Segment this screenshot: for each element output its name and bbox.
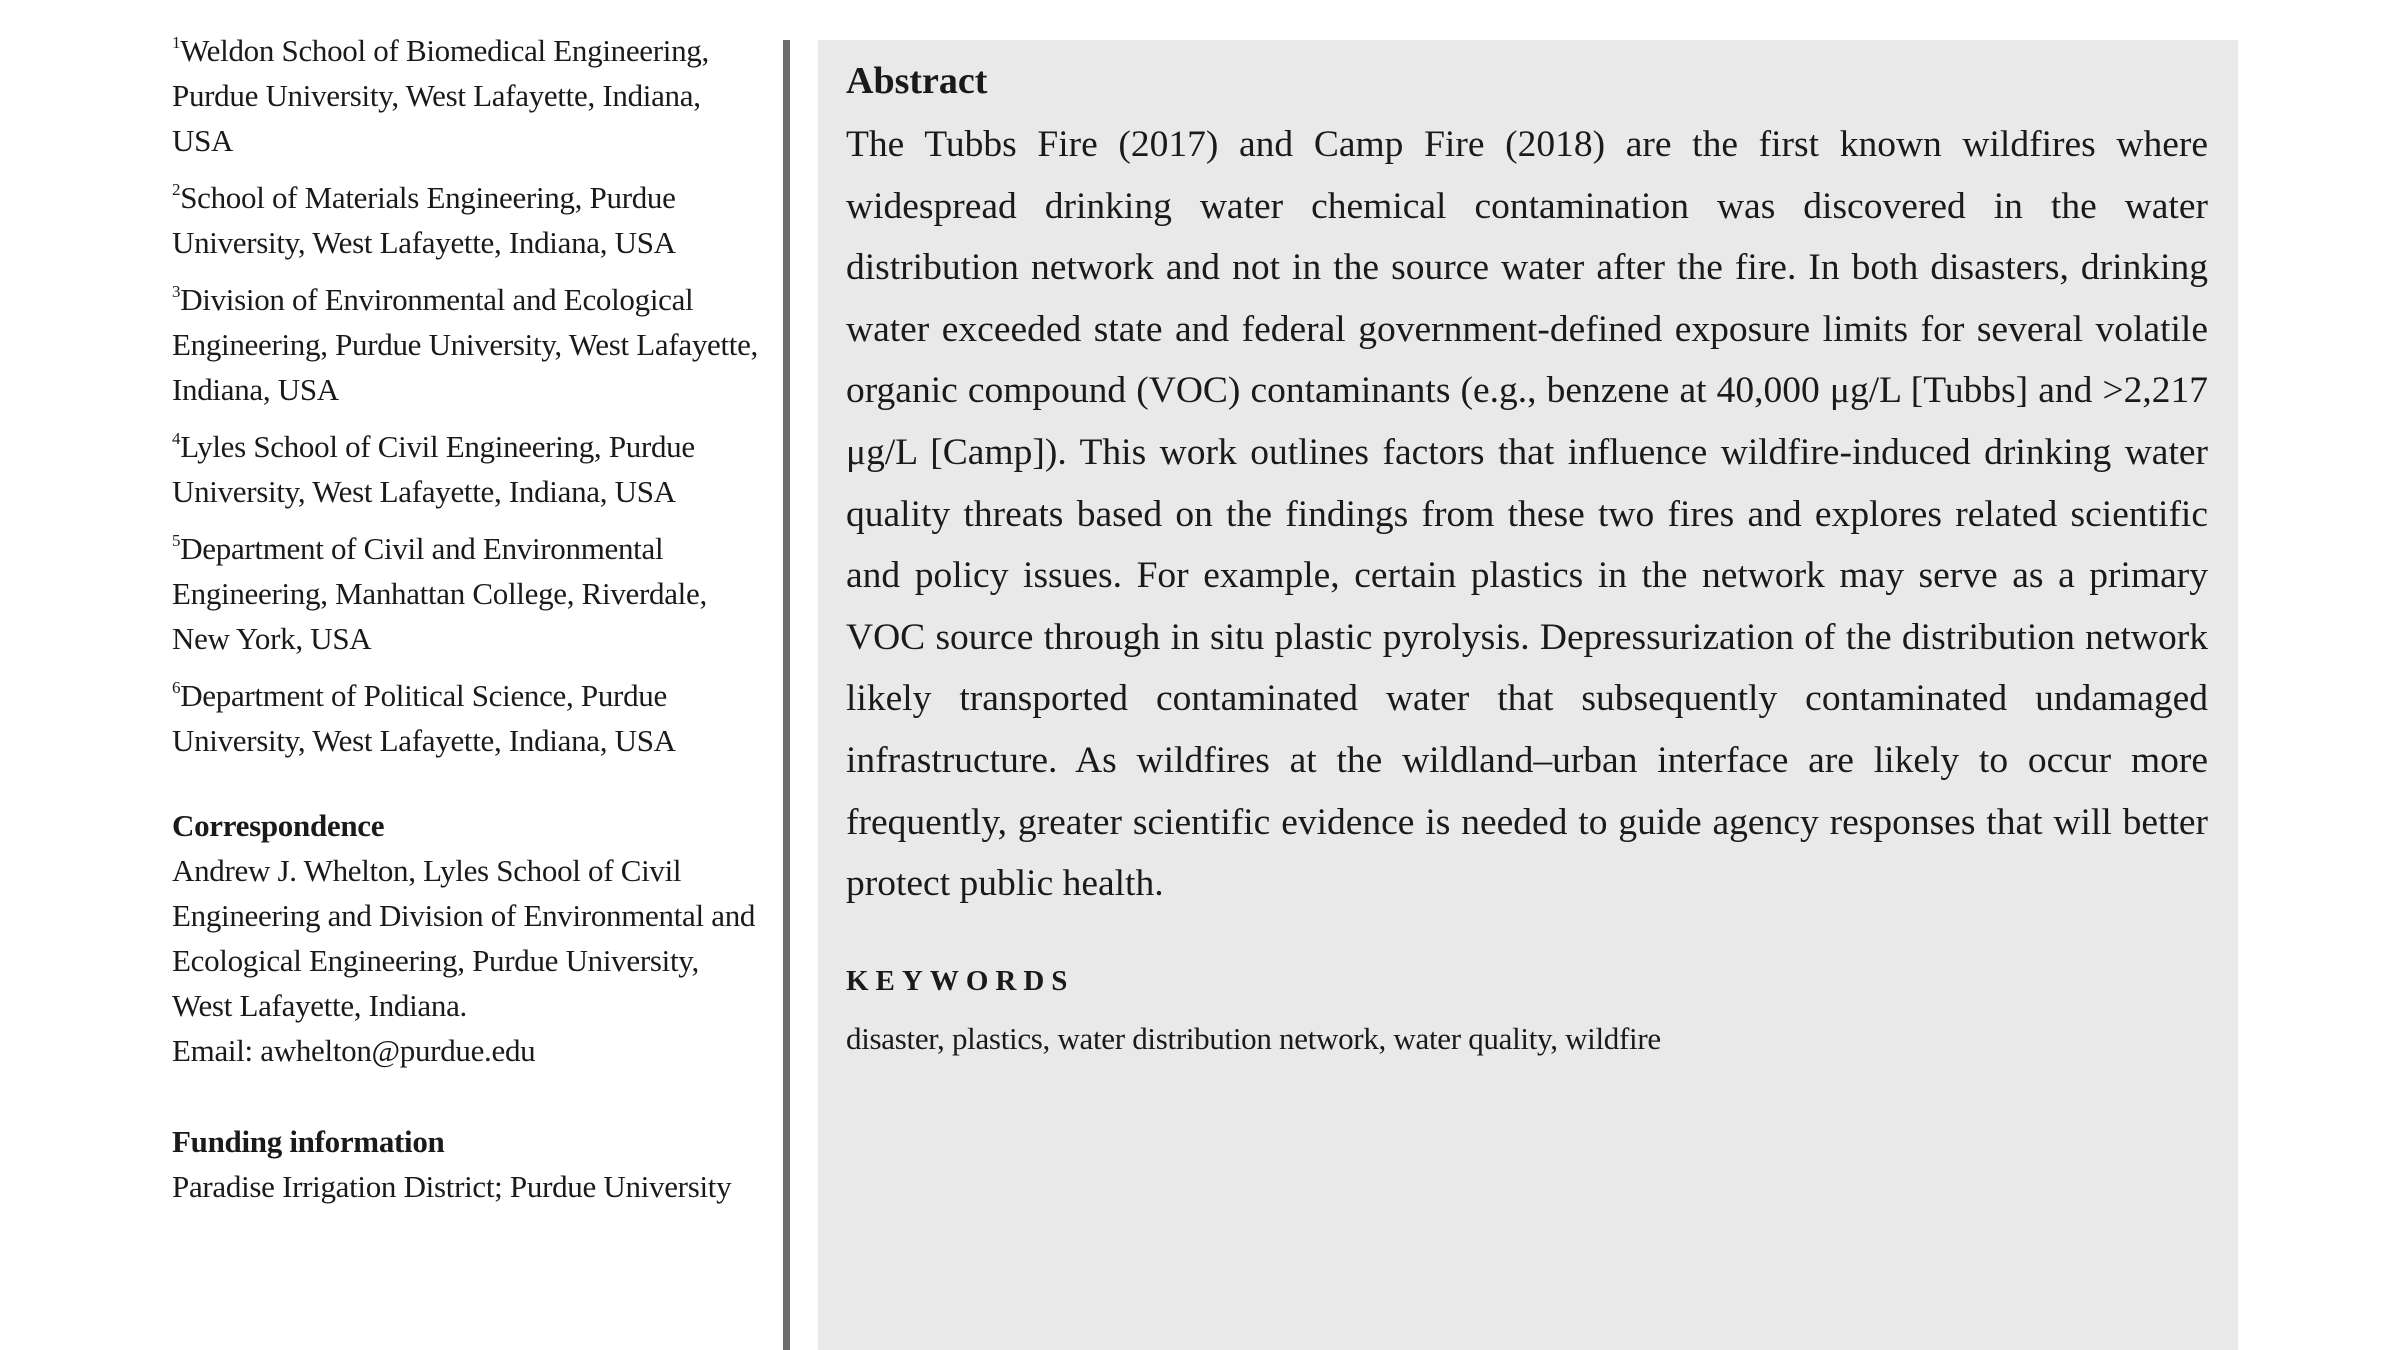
affiliation-number: 2 <box>172 180 181 199</box>
abstract-body: The Tubbs Fire (2017) and Camp Fire (2018) are the first known wildfires where widespread drinking water chemical contamination was discovered in the water distribution network and not in the source water after the fire. In both disasters, drinking water exceeded state and federal government-defined exposure limits for several volatile organic compound (VOC) contaminants (e.g., benzene at 40,000 μg/L [Tubbs] and >2,217 μg/L [Camp]). This work outlines factors that influence wildfire-induced drinking water quality threats based on the findings from these two fires and explores related scientific and policy issues. For example, certain plastics in the network may serve as a primary VOC source through in situ plastic pyrolysis. Depressurization of the distribution network likely transported contaminated water that subsequently contaminated undamaged infrastructure. As wildfires at the wildland–urban interface are likely to occur more frequently, greater scientific evidence is needed to guide agency responses that will better protect public health. <box>846 124 2208 905</box>
affiliation <box>172 28 762 163</box>
affiliation-number: 3 <box>172 282 181 301</box>
correspondence-section <box>172 803 762 1073</box>
column-divider <box>783 40 790 1350</box>
affiliation-number: 6 <box>172 678 181 697</box>
affiliation-text: School of Materials Engineering, Purdue University, West Lafayette, Indiana, USA <box>172 180 676 260</box>
affiliation <box>172 175 762 265</box>
funding-text: Paradise Irrigation District; Purdue University <box>172 1169 732 1204</box>
abstract-panel <box>818 40 2238 1350</box>
affiliation-text: Department of Civil and Environmental Engineering, Manhattan College, Riverdale, New York, USA <box>172 531 707 656</box>
keywords-list: disaster, plastics, water distribution network, water quality, wildfire <box>846 1020 1661 1056</box>
article-sidebar <box>172 28 762 1209</box>
affiliation <box>172 424 762 514</box>
affiliation <box>172 526 762 661</box>
affiliation-number: 4 <box>172 429 181 448</box>
correspondence-heading: Correspondence <box>172 808 385 843</box>
affiliation <box>172 673 762 763</box>
abstract-heading: Abstract <box>846 60 988 102</box>
affiliation-text: Division of Environmental and Ecological Engineering, Purdue University, West Lafayette, Indiana, USA <box>172 282 759 407</box>
correspondence-text: Andrew J. Whelton, Lyles School of Civil Engineering and Division of Environmental and Ecological Engineering, Purdue University, West Lafayette, Indiana. <box>172 853 756 1023</box>
affiliation-text: Department of Political Science, Purdue University, West Lafayette, Indiana, USA <box>172 678 676 758</box>
affiliation-text: Lyles School of Civil Engineering, Purdue University, West Lafayette, Indiana, USA <box>172 429 695 509</box>
abstract-content <box>846 58 2208 1059</box>
correspondence-email[interactable]: Email: awhelton@purdue.edu <box>172 1033 536 1068</box>
affiliation <box>172 277 762 412</box>
keywords-heading: KEYWORDS <box>846 964 1075 997</box>
funding-section <box>172 1119 762 1209</box>
affiliation-number: 1 <box>172 33 181 52</box>
affiliation-number: 5 <box>172 531 181 550</box>
funding-heading: Funding information <box>172 1124 445 1159</box>
affiliation-text: Weldon School of Biomedical Engineering, Purdue University, West Lafayette, Indiana, USA <box>172 33 709 158</box>
